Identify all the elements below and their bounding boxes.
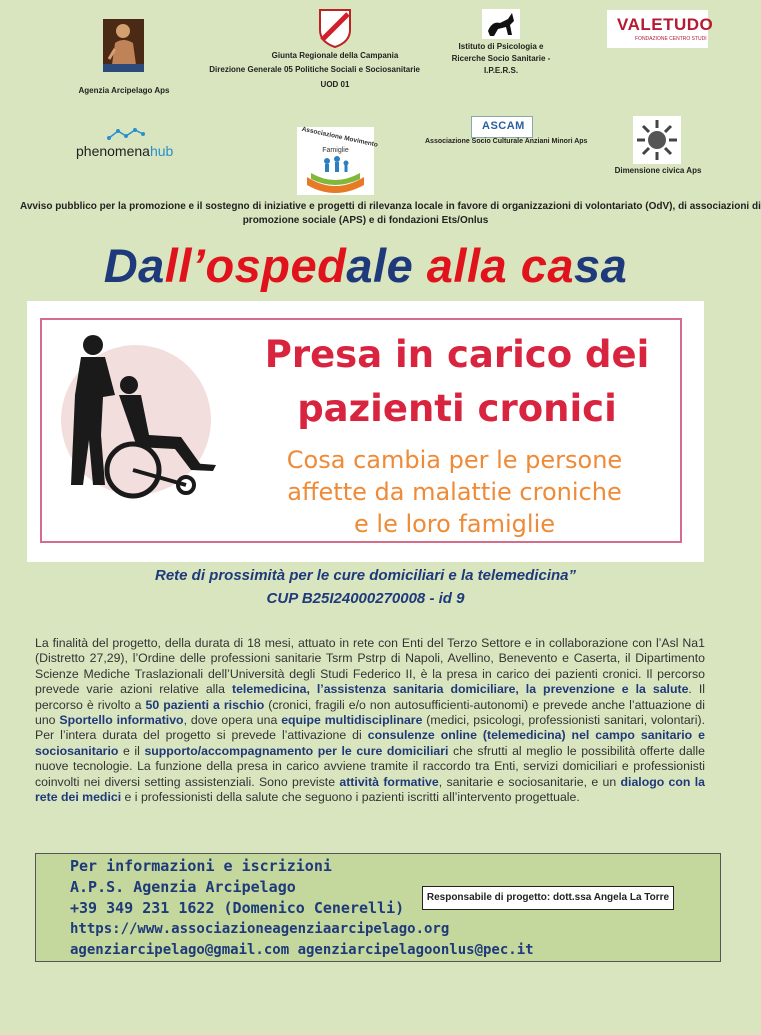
headline-part-4: alla xyxy=(426,239,521,292)
sun-emblem-icon xyxy=(633,116,681,164)
banner-sub-line-1: Cosa cambia per le persone xyxy=(286,446,623,474)
network-icon xyxy=(106,127,146,141)
regione-caption-3: UOD 01 xyxy=(320,80,350,89)
body-text-1: La finalità del progetto, della durata di 18 mesi, attuato in rete con Enti del Terzo Settore e in collaborazione con l’Asl Na1 (Distretto 27,29), l’Ordine delle professioni sanitarie Tsrm Pstrp di Napoli, Avellino, Benevento e Caserta, il Dipartimento Scienze Mediche Traslazionali dell’Università degli Studi Federico II, è la presa in carico dei pazienti cronici. Il percorso prevede varie azioni relative alla xyxy=(35,636,705,697)
headline-part-1: Da xyxy=(103,239,165,292)
body-bold-1: telemedicina, l’assistenza sanitaria domiciliare, la prevenzione e la salute xyxy=(231,682,689,697)
arcipelago-caption: Agenzia Arcipelago Aps xyxy=(78,86,170,95)
centaur-icon xyxy=(482,9,520,39)
body-text-7: che sfrutti al meglio le possibilità offerte dalle nuove tecnologie. La funzione della presa in carico avviene tramite il raccordo tra Enti, servizi domiciliari e professionisti coinvolti nei diversi setting assistenziali. Sono previste xyxy=(35,743,705,789)
body-bold-7: attività formative xyxy=(339,774,439,789)
phenomena-text: phenomena xyxy=(76,143,150,159)
body-bold-5: consulenze online (telemedicina) nel campo sanitario e sociosanitario xyxy=(35,728,705,758)
regione-caption-2: Direzione Generale 05 Politiche Sociali e Sociosanitarie xyxy=(209,65,420,74)
iperes-logo xyxy=(482,9,520,39)
boy-figure-icon xyxy=(103,19,144,72)
banner-sub-line-3: e le loro famiglie xyxy=(354,510,555,538)
iperes-caption-1: Istituto di Psicologia e xyxy=(458,42,544,51)
phenomena-wordmark xyxy=(76,143,173,159)
body-text-5: (medici, psicologi, professionisti sanitari, volontari). Per l’intera durata del progetto si prevede l’attivazione di xyxy=(35,713,705,743)
banner-image xyxy=(27,301,704,562)
campania-shield-icon xyxy=(318,8,352,48)
valetudo-name: VALETUDO xyxy=(617,15,714,34)
project-responsible: Responsabile di progetto: dott.ssa Angela La Torre xyxy=(422,886,674,910)
iperes-caption-2: Ricerche Socio Sanitarie - xyxy=(451,54,551,63)
body-bold-6: supporto/accompagnamento per le cure domiciliari xyxy=(144,743,449,758)
info-organization: A.P.S. Agenzia Arcipelago xyxy=(70,878,296,896)
banner-title-line-2: pazienti cronici xyxy=(297,387,617,430)
movimento-famiglie-logo xyxy=(297,125,379,195)
info-heading: Per informazioni e iscrizioni xyxy=(70,857,332,875)
ascam-caption: Associazione Socio Culturale Anziani Minori Aps xyxy=(425,138,588,145)
body-text-2: . Il percorso è rivolto a xyxy=(35,682,705,712)
headline-part-5: ca xyxy=(520,239,575,292)
body-text-8: , sanitarie e sociosanitarie, e un xyxy=(438,774,621,789)
info-website-link[interactable]: https://www.associazioneagenziaarcipelago.org xyxy=(70,921,450,937)
regione-campania-logo xyxy=(318,8,352,48)
phenomena-hub-logo xyxy=(76,127,176,161)
valetudo-logo xyxy=(607,10,714,48)
project-description xyxy=(35,636,705,805)
headline-part-3: ale xyxy=(346,239,427,292)
iperes-caption-3: I.P.E.R.S. xyxy=(483,66,519,75)
info-phone[interactable]: +39 349 231 1622 (Domenico Cenerelli) xyxy=(70,899,405,917)
body-text-6: e il xyxy=(118,743,145,758)
subtitle-cup: CUP B25I24000270008 - id 9 xyxy=(266,590,465,607)
body-bold-3: Sportello informativo xyxy=(59,713,184,728)
movimento-text: Associazione Movimento xyxy=(301,125,379,149)
body-text-3: (cronici, fragili e/o non autosufficienti-autonomi) e prevede anche l’attuazione di uno xyxy=(35,697,705,728)
valetudo-subtitle: FONDAZIONE CENTRO STUDI xyxy=(635,36,707,42)
banner-title-line-1: Presa in carico dei xyxy=(264,333,650,376)
body-bold-8: dialogo con la rete dei medici xyxy=(35,774,706,805)
regione-caption-1: Giunta Regionale della Campania xyxy=(271,51,399,60)
dimensione-civica-logo xyxy=(633,116,681,164)
dimensione-caption: Dimensione civica Aps xyxy=(614,166,702,175)
headline xyxy=(0,238,731,293)
notice-line-1: Avviso pubblico per la promozione e il sostegno di iniziative e progetti di rilevanza locale in favore di organizzazioni di volontariato (OdV), di associazioni di xyxy=(20,201,761,212)
arcipelago-logo xyxy=(103,19,144,72)
headline-part-2: ll’osped xyxy=(164,239,347,292)
ascam-name: ASCAM xyxy=(482,120,525,132)
ascam-logo xyxy=(471,116,533,138)
banner-sub-line-2: affette da malattie croniche xyxy=(287,478,622,506)
hub-text: hub xyxy=(149,143,174,159)
info-emails[interactable]: agenziarcipelago@gmail.com agenziarcipelagoonlus@pec.it xyxy=(70,942,534,958)
subtitle-line-1: Rete di prossimità per le cure domiciliari e la telemedicina” xyxy=(155,567,576,584)
headline-part-6: sa xyxy=(574,239,628,292)
body-text-4: , dove opera una xyxy=(183,713,282,728)
body-text-9: e i professionisti della salute che seguono i pazienti iscritti all’intervento progettuale. xyxy=(121,790,580,805)
famiglie-text: Famiglie xyxy=(322,147,349,154)
body-bold-4: equipe multidisciplinare xyxy=(281,713,423,728)
notice-line-2: promozione sociale (APS) e di fondazioni Ets/Onlus xyxy=(242,215,489,226)
body-bold-2: 50 pazienti a rischio xyxy=(145,697,265,712)
